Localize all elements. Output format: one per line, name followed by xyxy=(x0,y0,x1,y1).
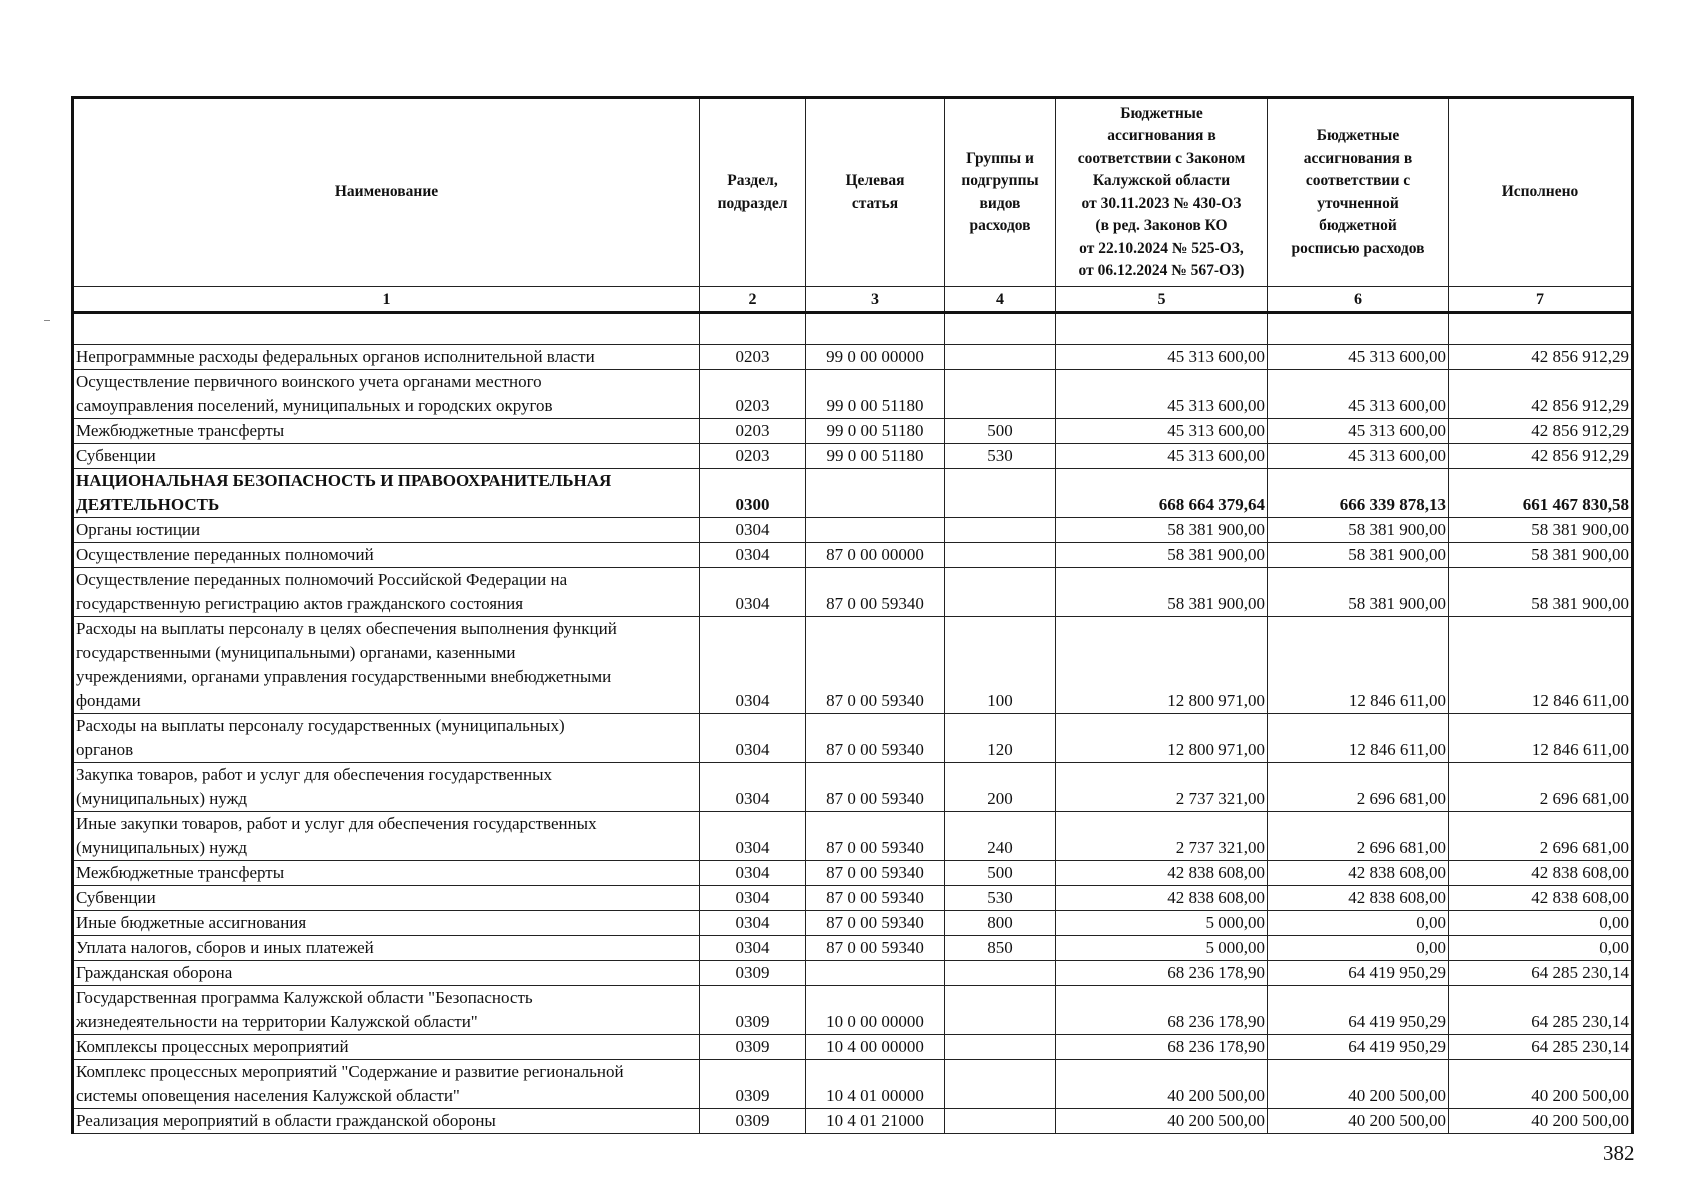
assigned-amount: 2 737 321,00 xyxy=(1056,763,1268,812)
item-name: Реализация мероприятий в области гражданской обороны xyxy=(73,1109,700,1134)
executed-amount: 58 381 900,00 xyxy=(1449,543,1633,568)
section-code: 0304 xyxy=(700,714,806,763)
executed-amount: 42 838 608,00 xyxy=(1449,886,1633,911)
item-name: Государственная программа Калужской области "Безопасность жизнедеятельности на территории Калужской области" xyxy=(73,986,700,1035)
refined-amount: 42 838 608,00 xyxy=(1268,886,1449,911)
target-article xyxy=(806,518,945,543)
target-article: 87 0 00 59340 xyxy=(806,812,945,861)
table-row xyxy=(73,911,1633,936)
header-refined: Бюджетные ассигнования в соответствии с уточненной бюджетной росписью расходов xyxy=(1268,98,1449,287)
assigned-amount: 40 200 500,00 xyxy=(1056,1060,1268,1109)
section-code: 0304 xyxy=(700,543,806,568)
refined-amount: 0,00 xyxy=(1268,936,1449,961)
target-article: 87 0 00 59340 xyxy=(806,911,945,936)
item-name: Иные закупки товаров, работ и услуг для обеспечения государственных (муниципальных) нужд xyxy=(73,812,700,861)
expense-group xyxy=(945,370,1056,419)
assigned-amount: 45 313 600,00 xyxy=(1056,345,1268,370)
table-row xyxy=(73,961,1633,986)
section-code: 0304 xyxy=(700,568,806,617)
refined-amount: 45 313 600,00 xyxy=(1268,370,1449,419)
item-name: НАЦИОНАЛЬНАЯ БЕЗОПАСНОСТЬ И ПРАВООХРАНИТЕЛЬНАЯ ДЕЯТЕЛЬНОСТЬ xyxy=(73,469,700,518)
assigned-amount: 68 236 178,90 xyxy=(1056,1035,1268,1060)
item-name: Расходы на выплаты персоналу государственных (муниципальных) органов xyxy=(73,714,700,763)
table-row xyxy=(73,568,1633,617)
assigned-amount: 68 236 178,90 xyxy=(1056,961,1268,986)
target-article: 99 0 00 51180 xyxy=(806,419,945,444)
refined-amount: 12 846 611,00 xyxy=(1268,617,1449,714)
assigned-amount: 5 000,00 xyxy=(1056,911,1268,936)
executed-amount: 42 856 912,29 xyxy=(1449,444,1633,469)
expense-group xyxy=(945,345,1056,370)
target-article: 10 0 00 00000 xyxy=(806,986,945,1035)
table-row xyxy=(73,986,1633,1035)
item-name: Субвенции xyxy=(73,886,700,911)
expense-group xyxy=(945,518,1056,543)
table-row xyxy=(73,763,1633,812)
executed-amount: 42 856 912,29 xyxy=(1449,345,1633,370)
spacer-cell xyxy=(73,313,700,345)
executed-amount: 58 381 900,00 xyxy=(1449,568,1633,617)
column-number: 7 xyxy=(1449,287,1633,313)
refined-amount: 64 419 950,29 xyxy=(1268,986,1449,1035)
expense-group: 500 xyxy=(945,419,1056,444)
section-code: 0309 xyxy=(700,986,806,1035)
spacer-cell xyxy=(1268,313,1449,345)
refined-amount: 64 419 950,29 xyxy=(1268,1035,1449,1060)
header-executed: Исполнено xyxy=(1449,98,1633,287)
section-code: 0300 xyxy=(700,469,806,518)
executed-amount: 64 285 230,14 xyxy=(1449,986,1633,1035)
section-code: 0304 xyxy=(700,812,806,861)
refined-amount: 666 339 878,13 xyxy=(1268,469,1449,518)
column-number: 6 xyxy=(1268,287,1449,313)
refined-amount: 58 381 900,00 xyxy=(1268,543,1449,568)
executed-amount: 0,00 xyxy=(1449,911,1633,936)
executed-amount: 42 838 608,00 xyxy=(1449,861,1633,886)
expense-group xyxy=(945,1035,1056,1060)
table-row xyxy=(73,861,1633,886)
assigned-amount: 68 236 178,90 xyxy=(1056,986,1268,1035)
item-name: Осуществление переданных полномочий xyxy=(73,543,700,568)
assigned-amount: 58 381 900,00 xyxy=(1056,543,1268,568)
expense-group: 800 xyxy=(945,911,1056,936)
table-row xyxy=(73,812,1633,861)
spacer-cell xyxy=(1449,313,1633,345)
target-article: 99 0 00 51180 xyxy=(806,370,945,419)
column-number: 5 xyxy=(1056,287,1268,313)
header-article: Целевая статья xyxy=(806,98,945,287)
expense-group: 200 xyxy=(945,763,1056,812)
table-row xyxy=(73,1035,1633,1060)
executed-amount: 0,00 xyxy=(1449,936,1633,961)
target-article: 87 0 00 59340 xyxy=(806,763,945,812)
refined-amount: 12 846 611,00 xyxy=(1268,714,1449,763)
expense-group xyxy=(945,1060,1056,1109)
table-row xyxy=(73,469,1633,518)
refined-amount: 45 313 600,00 xyxy=(1268,345,1449,370)
executed-amount: 2 696 681,00 xyxy=(1449,812,1633,861)
section-code: 0304 xyxy=(700,617,806,714)
section-code: 0304 xyxy=(700,911,806,936)
assigned-amount: 42 838 608,00 xyxy=(1056,886,1268,911)
refined-amount: 40 200 500,00 xyxy=(1268,1109,1449,1134)
refined-amount: 45 313 600,00 xyxy=(1268,419,1449,444)
assigned-amount: 2 737 321,00 xyxy=(1056,812,1268,861)
expense-group xyxy=(945,543,1056,568)
target-article: 87 0 00 00000 xyxy=(806,543,945,568)
expense-group: 850 xyxy=(945,936,1056,961)
table-row xyxy=(73,345,1633,370)
header-assigned: Бюджетные ассигнования в соответствии с Законом Калужской области от 30.11.2023 № 430-ОЗ (в ред. Законов КО от 22.10.2024 № 525-ОЗ, от 06.12.2024 № 567-ОЗ) xyxy=(1056,98,1268,287)
refined-amount: 58 381 900,00 xyxy=(1268,518,1449,543)
item-name: Органы юстиции xyxy=(73,518,700,543)
refined-amount: 2 696 681,00 xyxy=(1268,763,1449,812)
target-article: 87 0 00 59340 xyxy=(806,861,945,886)
spacer-cell xyxy=(1056,313,1268,345)
table-row xyxy=(73,518,1633,543)
item-name: Осуществление переданных полномочий Российской Федерации на государственную регистрацию актов гражданского состояния xyxy=(73,568,700,617)
header-group: Группы и подгруппы видов расходов xyxy=(945,98,1056,287)
expense-group: 500 xyxy=(945,861,1056,886)
target-article: 10 4 01 21000 xyxy=(806,1109,945,1134)
item-name: Уплата налогов, сборов и иных платежей xyxy=(73,936,700,961)
spacer-cell xyxy=(806,313,945,345)
target-article: 87 0 00 59340 xyxy=(806,936,945,961)
expense-group xyxy=(945,469,1056,518)
table-row xyxy=(73,1060,1633,1109)
table-row xyxy=(73,419,1633,444)
section-code: 0203 xyxy=(700,345,806,370)
assigned-amount: 58 381 900,00 xyxy=(1056,518,1268,543)
executed-amount: 40 200 500,00 xyxy=(1449,1109,1633,1134)
target-article: 87 0 00 59340 xyxy=(806,886,945,911)
item-name: Непрограммные расходы федеральных органов исполнительной власти xyxy=(73,345,700,370)
section-code: 0304 xyxy=(700,861,806,886)
executed-amount: 64 285 230,14 xyxy=(1449,961,1633,986)
table-row xyxy=(73,936,1633,961)
assigned-amount: 668 664 379,64 xyxy=(1056,469,1268,518)
refined-amount: 2 696 681,00 xyxy=(1268,812,1449,861)
section-code: 0304 xyxy=(700,886,806,911)
item-name: Межбюджетные трансферты xyxy=(73,861,700,886)
executed-amount: 58 381 900,00 xyxy=(1449,518,1633,543)
refined-amount: 64 419 950,29 xyxy=(1268,961,1449,986)
item-name: Субвенции xyxy=(73,444,700,469)
expense-group: 530 xyxy=(945,886,1056,911)
assigned-amount: 12 800 971,00 xyxy=(1056,617,1268,714)
target-article: 99 0 00 00000 xyxy=(806,345,945,370)
assigned-amount: 45 313 600,00 xyxy=(1056,370,1268,419)
table-row xyxy=(73,886,1633,911)
refined-amount: 42 838 608,00 xyxy=(1268,861,1449,886)
target-article: 87 0 00 59340 xyxy=(806,714,945,763)
header-row xyxy=(73,98,1633,287)
page-number: 382 xyxy=(1603,1141,1635,1165)
refined-amount: 0,00 xyxy=(1268,911,1449,936)
assigned-amount: 45 313 600,00 xyxy=(1056,419,1268,444)
section-code: 0203 xyxy=(700,370,806,419)
column-number: 4 xyxy=(945,287,1056,313)
item-name: Комплексы процессных мероприятий xyxy=(73,1035,700,1060)
target-article xyxy=(806,961,945,986)
refined-amount: 40 200 500,00 xyxy=(1268,1060,1449,1109)
expense-group: 120 xyxy=(945,714,1056,763)
table-row xyxy=(73,714,1633,763)
budget-table xyxy=(71,96,1634,1134)
expense-group xyxy=(945,986,1056,1035)
section-code: 0304 xyxy=(700,936,806,961)
spacer-cell xyxy=(945,313,1056,345)
section-code: 0203 xyxy=(700,444,806,469)
table-row xyxy=(73,444,1633,469)
target-article: 10 4 01 00000 xyxy=(806,1060,945,1109)
executed-amount: 40 200 500,00 xyxy=(1449,1060,1633,1109)
section-code: 0304 xyxy=(700,518,806,543)
table-row xyxy=(73,617,1633,714)
item-name: Закупка товаров, работ и услуг для обеспечения государственных (муниципальных) нужд xyxy=(73,763,700,812)
spacer-row xyxy=(73,313,1633,345)
executed-amount: 42 856 912,29 xyxy=(1449,419,1633,444)
target-article: 10 4 00 00000 xyxy=(806,1035,945,1060)
item-name: Осуществление первичного воинского учета органами местного самоуправления поселений, муниципальных и городских округов xyxy=(73,370,700,419)
section-code: 0309 xyxy=(700,1109,806,1134)
executed-amount: 12 846 611,00 xyxy=(1449,617,1633,714)
executed-amount: 661 467 830,58 xyxy=(1449,469,1633,518)
scan-margin-mark xyxy=(44,320,50,321)
section-code: 0309 xyxy=(700,1060,806,1109)
expense-group: 240 xyxy=(945,812,1056,861)
column-number: 3 xyxy=(806,287,945,313)
header-section: Раздел, подраздел xyxy=(700,98,806,287)
section-code: 0304 xyxy=(700,763,806,812)
section-code: 0309 xyxy=(700,961,806,986)
item-name: Расходы на выплаты персоналу в целях обеспечения выполнения функций государственными (муниципальными) органами, казенными учреждениями, органами управления государственными внебюджетными фондами xyxy=(73,617,700,714)
assigned-amount: 45 313 600,00 xyxy=(1056,444,1268,469)
executed-amount: 2 696 681,00 xyxy=(1449,763,1633,812)
table-row xyxy=(73,370,1633,419)
refined-amount: 58 381 900,00 xyxy=(1268,568,1449,617)
column-number: 1 xyxy=(73,287,700,313)
executed-amount: 64 285 230,14 xyxy=(1449,1035,1633,1060)
target-article xyxy=(806,469,945,518)
assigned-amount: 40 200 500,00 xyxy=(1056,1109,1268,1134)
table-row xyxy=(73,1109,1633,1134)
header-name: Наименование xyxy=(73,98,700,287)
item-name: Гражданская оборона xyxy=(73,961,700,986)
spacer-cell xyxy=(700,313,806,345)
item-name: Межбюджетные трансферты xyxy=(73,419,700,444)
assigned-amount: 5 000,00 xyxy=(1056,936,1268,961)
target-article: 87 0 00 59340 xyxy=(806,617,945,714)
target-article: 87 0 00 59340 xyxy=(806,568,945,617)
expense-group: 530 xyxy=(945,444,1056,469)
expense-group xyxy=(945,568,1056,617)
assigned-amount: 58 381 900,00 xyxy=(1056,568,1268,617)
section-code: 0309 xyxy=(700,1035,806,1060)
expense-group: 100 xyxy=(945,617,1056,714)
expense-group xyxy=(945,1109,1056,1134)
section-code: 0203 xyxy=(700,419,806,444)
executed-amount: 42 856 912,29 xyxy=(1449,370,1633,419)
assigned-amount: 42 838 608,00 xyxy=(1056,861,1268,886)
assigned-amount: 12 800 971,00 xyxy=(1056,714,1268,763)
refined-amount: 45 313 600,00 xyxy=(1268,444,1449,469)
target-article: 99 0 00 51180 xyxy=(806,444,945,469)
item-name: Комплекс процессных мероприятий "Содержание и развитие региональной системы оповещения населения Калужской области" xyxy=(73,1060,700,1109)
table-row xyxy=(73,543,1633,568)
expense-group xyxy=(945,961,1056,986)
column-number: 2 xyxy=(700,287,806,313)
column-number-row xyxy=(73,287,1633,313)
executed-amount: 12 846 611,00 xyxy=(1449,714,1633,763)
item-name: Иные бюджетные ассигнования xyxy=(73,911,700,936)
